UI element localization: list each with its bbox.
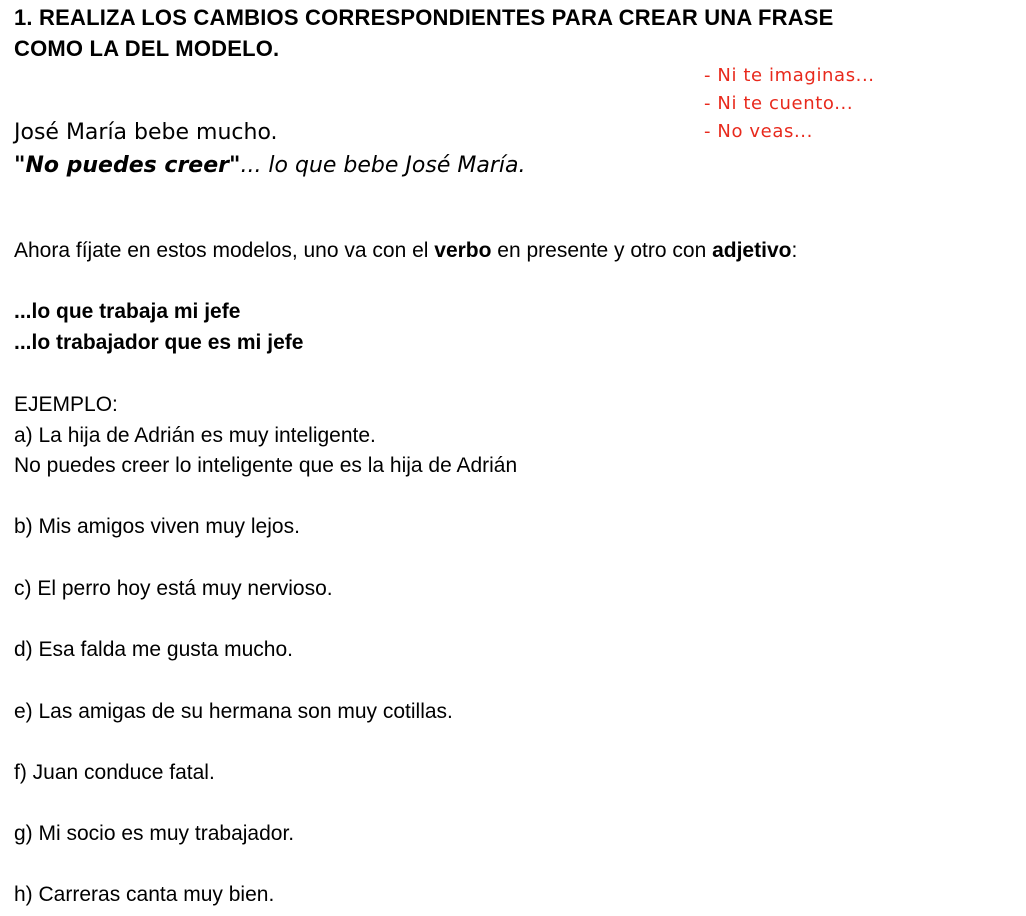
- hint-2: - Ni te cuento...: [704, 93, 854, 114]
- exercise-item-c: c) El perro hoy está muy nervioso.: [14, 577, 333, 600]
- exercise-title-line-2: COMO LA DEL MODELO.: [14, 36, 280, 61]
- exercise-title-line-1: 1. REALIZA LOS CAMBIOS CORRESPONDIENTES PARA CREAR UNA FRASE: [14, 5, 834, 30]
- hint-3: - No veas...: [704, 121, 813, 142]
- instruction-part-3: :: [791, 239, 798, 262]
- instruction-bold-verbo: verbo: [434, 239, 492, 262]
- example-answer: No puedes creer lo inteligente que es la hija de Adrián: [14, 454, 518, 477]
- instruction-bold-adjetivo: adjetivo: [712, 239, 792, 262]
- model-answer-rest: ... lo que bebe José María.: [240, 153, 526, 178]
- exercise-item-b: b) Mis amigos viven muy lejos.: [14, 515, 300, 538]
- exercise-item-d: d) Esa falda me gusta mucho.: [14, 638, 293, 661]
- model-answer-quote: "No puedes creer": [14, 153, 241, 178]
- exercise-item-g: g) Mi socio es muy trabajador.: [14, 822, 295, 845]
- instruction-part-2: en presente y otro con: [491, 239, 713, 262]
- example-label: EJEMPLO:: [14, 393, 118, 416]
- exercise-item-e: e) Las amigas de su hermana son muy cotillas.: [14, 700, 453, 723]
- exercise-item-f: f) Juan conduce fatal.: [14, 761, 215, 784]
- model-sentence: José María bebe mucho.: [14, 120, 278, 145]
- model-phrase-adjective: ...lo trabajador que es mi jefe: [14, 331, 304, 354]
- model-answer: [14, 153, 525, 178]
- instruction-part-1: Ahora fíjate en estos modelos, uno va con el: [14, 239, 435, 262]
- example-sentence: a) La hija de Adrián es muy inteligente.: [14, 424, 376, 447]
- instruction: [14, 239, 797, 263]
- hint-1: - Ni te imaginas...: [704, 65, 875, 86]
- exercise-item-h: h) Carreras canta muy bien.: [14, 883, 275, 906]
- model-phrase-verb: ...lo que trabaja mi jefe: [14, 300, 241, 323]
